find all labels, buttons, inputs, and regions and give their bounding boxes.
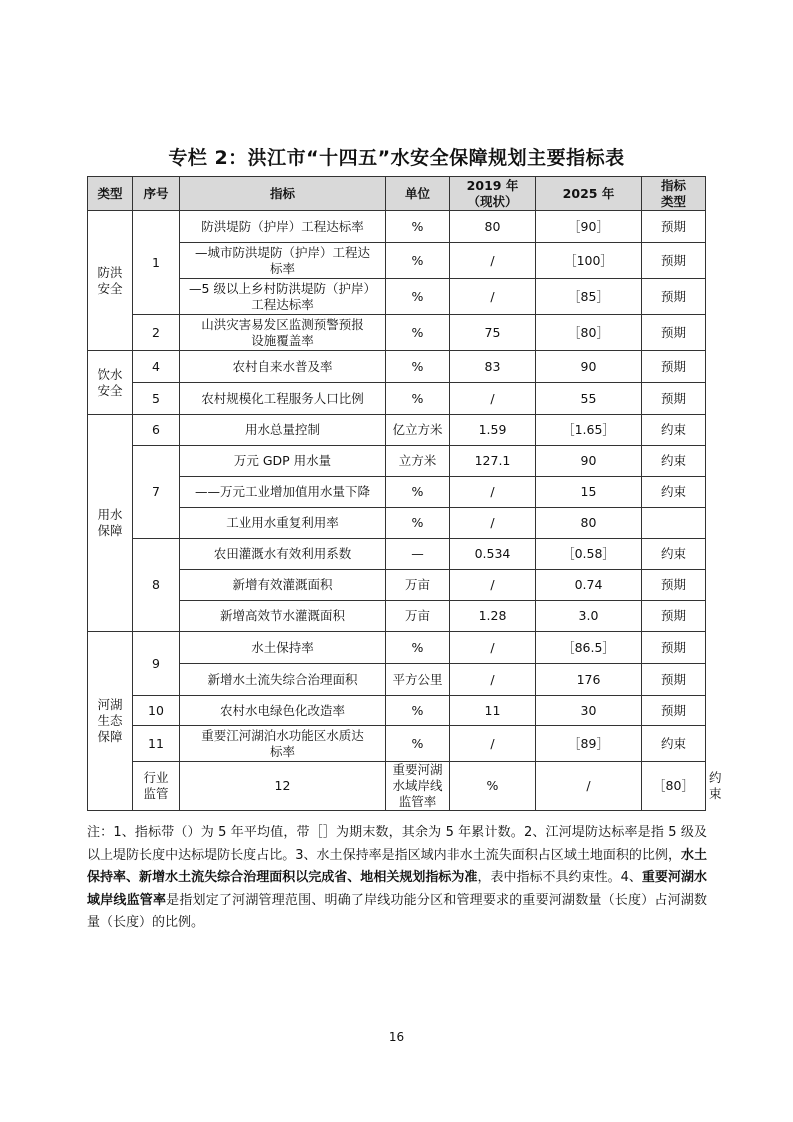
indicator-cell: 农村水电绿色化改造率 [180,696,386,726]
indicator-cell: 新增有效灌溉面积 [180,570,386,601]
table-row [88,477,706,508]
value-2025-cell: ［100］ [536,243,642,279]
indicator-cell: 万元 GDP 用水量 [180,446,386,477]
kind-cell: 预期 [642,570,706,601]
unit-cell: % [386,243,450,279]
value-2025-cell: ［80］ [642,762,706,811]
value-2019-cell: / [450,508,536,539]
value-2019-cell: 1.59 [450,415,536,446]
category-use: 用水 保障 [88,415,133,632]
unit-cell: % [386,508,450,539]
table-row [88,539,706,570]
note-bold-1: 水土保持率、新增水土流失综合治理面积以完成省、地相关规划指标为准 [87,847,707,885]
seq-cell: 12 [180,762,386,811]
indicator-table [87,176,722,811]
value-2025-cell: 90 [536,351,642,383]
value-2019-cell: 80 [450,211,536,243]
value-2019-cell: / [450,726,536,762]
value-2025-cell: ［86.5］ [536,632,642,664]
seq-cell: 8 [133,539,180,632]
note-text-3: 是指划定了河湖管理范围、明确了岸线功能分区和管理要求的重要河湖数量（长度）占河湖数量（长度）的比例。 [87,892,707,930]
unit-cell: 立方米 [386,446,450,477]
category-eco: 河湖 生态 保障 [88,632,133,811]
indicator-cell: 用水总量控制 [180,415,386,446]
unit-cell: 亿立方米 [386,415,450,446]
seq-cell: 2 [133,315,180,351]
indicator-cell: 农田灌溉水有效利用系数 [180,539,386,570]
table-row [88,383,706,415]
table-row [88,315,706,351]
value-2019-cell: / [450,383,536,415]
unit-cell: % [386,726,450,762]
table-row [88,632,706,664]
note-text-1: 注：1、指标带（）为 5 年平均值，带［］为期末数，其余为 5 年累计数。2、江河堤防达标率是指 5 级及以上堤防长度中达标堤防长度占比。3、水土保持率是指区域内非水土流失面积占区域土地面积的比例， [87,825,707,863]
value-2025-cell: 55 [536,383,642,415]
value-2025-cell: 30 [536,696,642,726]
indicator-cell: —城市防洪堤防（护岸）工程达 标率 [180,243,386,279]
seq-cell: 4 [133,351,180,383]
table-note [87,822,707,935]
value-2025-cell: 90 [536,446,642,477]
table-row [88,211,706,243]
table-row [88,279,706,315]
table-row [88,601,706,632]
indicator-cell: 重要河湖水域岸线监管率 [386,762,450,811]
value-2025-cell: 15 [536,477,642,508]
indicator-cell: 农村自来水普及率 [180,351,386,383]
value-2019-cell: / [450,279,536,315]
unit-cell: 平方公里 [386,664,450,696]
kind-cell: 约束 [642,477,706,508]
kind-cell: 预期 [642,315,706,351]
value-2019-cell: / [450,570,536,601]
kind-cell: 预期 [642,632,706,664]
note-bold-2: 重要河湖水域岸线监管率 [87,870,707,908]
table-row [88,243,706,279]
seq-cell: 6 [133,415,180,446]
value-2025-cell: ［89］ [536,726,642,762]
seq-cell: 10 [133,696,180,726]
table-header-row [88,177,706,211]
category-flood: 防洪 安全 [88,211,133,351]
value-2019-cell: / [450,477,536,508]
indicator-cell: 农村规模化工程服务人口比例 [180,383,386,415]
note-text-2: ，表中指标不具约束性。4、 [477,870,642,885]
kind-cell: 约束 [642,726,706,762]
kind-cell: 约束 [642,539,706,570]
value-2025-cell: 176 [536,664,642,696]
header-seq: 序号 [133,177,180,211]
table-row [88,726,706,762]
unit-cell: 万亩 [386,601,450,632]
seq-cell: 9 [133,632,180,696]
table-row [88,664,706,696]
value-2025-cell: ［0.58］ [536,539,642,570]
indicator-cell: 水土保持率 [180,632,386,664]
value-2019-cell: 75 [450,315,536,351]
kind-cell: 预期 [642,664,706,696]
kind-cell: 预期 [642,243,706,279]
indicator-cell: 新增水土流失综合治理面积 [180,664,386,696]
kind-cell: 预期 [642,279,706,315]
header-unit: 单位 [386,177,450,211]
unit-cell: % [386,279,450,315]
header-2019: 2019 年 （现状） [450,177,536,211]
unit-cell: % [386,477,450,508]
kind-cell: 预期 [642,696,706,726]
table-row [88,508,706,539]
unit-cell: % [386,315,450,351]
unit-cell: % [450,762,536,811]
kind-cell: 预期 [642,383,706,415]
indicator-cell: 重要江河湖泊水功能区水质达 标率 [180,726,386,762]
seq-cell: 1 [133,211,180,315]
page-number: 16 [388,1030,405,1044]
value-2019-cell: / [450,632,536,664]
indicator-cell: —5 级以上乡村防洪堤防（护岸） 工程达标率 [180,279,386,315]
indicator-cell: 工业用水重复利用率 [180,508,386,539]
unit-cell: 万亩 [386,570,450,601]
kind-cell: 预期 [642,601,706,632]
unit-cell: % [386,696,450,726]
value-2025-cell: ［90］ [536,211,642,243]
indicator-cell: ——万元工业增加值用水量下降 [180,477,386,508]
seq-cell: 11 [133,726,180,762]
category-reg: 行业 监管 [133,762,180,811]
value-2025-cell: ［85］ [536,279,642,315]
unit-cell: % [386,351,450,383]
indicator-cell: 防洪堤防（护岸）工程达标率 [180,211,386,243]
page-title: 专栏 2：洪江市“十四五”水安全保障规划主要指标表 [168,147,625,169]
category-water: 饮水 安全 [88,351,133,415]
seq-cell: 5 [133,383,180,415]
table-row: 行业 监管 12 重要河湖水域岸线监管率 % / ［80］ 约束 [88,762,706,811]
value-2019-cell: / [536,762,642,811]
table-row [88,415,706,446]
value-2019-cell: / [450,243,536,279]
unit-cell: % [386,632,450,664]
kind-cell: 约束 [642,446,706,477]
value-2025-cell: ［80］ [536,315,642,351]
table-row [88,446,706,477]
seq-cell: 7 [133,446,180,539]
value-2019-cell: 83 [450,351,536,383]
table-row [88,696,706,726]
value-2019-cell: 0.534 [450,539,536,570]
value-2025-cell: 80 [536,508,642,539]
value-2025-cell: 3.0 [536,601,642,632]
header-kind: 指标 类型 [642,177,706,211]
unit-cell: % [386,211,450,243]
value-2019-cell: 1.28 [450,601,536,632]
indicator-cell: 山洪灾害易发区监测预警预报 设施覆盖率 [180,315,386,351]
kind-cell: 预期 [642,211,706,243]
header-indicator: 指标 [180,177,386,211]
indicator-cell: 新增高效节水灌溉面积 [180,601,386,632]
header-2025: 2025 年 [536,177,642,211]
header-type: 类型 [88,177,133,211]
kind-cell: 预期 [642,351,706,383]
kind-cell [642,508,706,539]
table-row [88,351,706,383]
unit-cell: — [386,539,450,570]
value-2019-cell: 127.1 [450,446,536,477]
kind-cell: 约束 [642,415,706,446]
table-row [88,570,706,601]
value-2025-cell: ［1.65］ [536,415,642,446]
value-2025-cell: 0.74 [536,570,642,601]
value-2019-cell: / [450,664,536,696]
unit-cell: % [386,383,450,415]
value-2019-cell: 11 [450,696,536,726]
